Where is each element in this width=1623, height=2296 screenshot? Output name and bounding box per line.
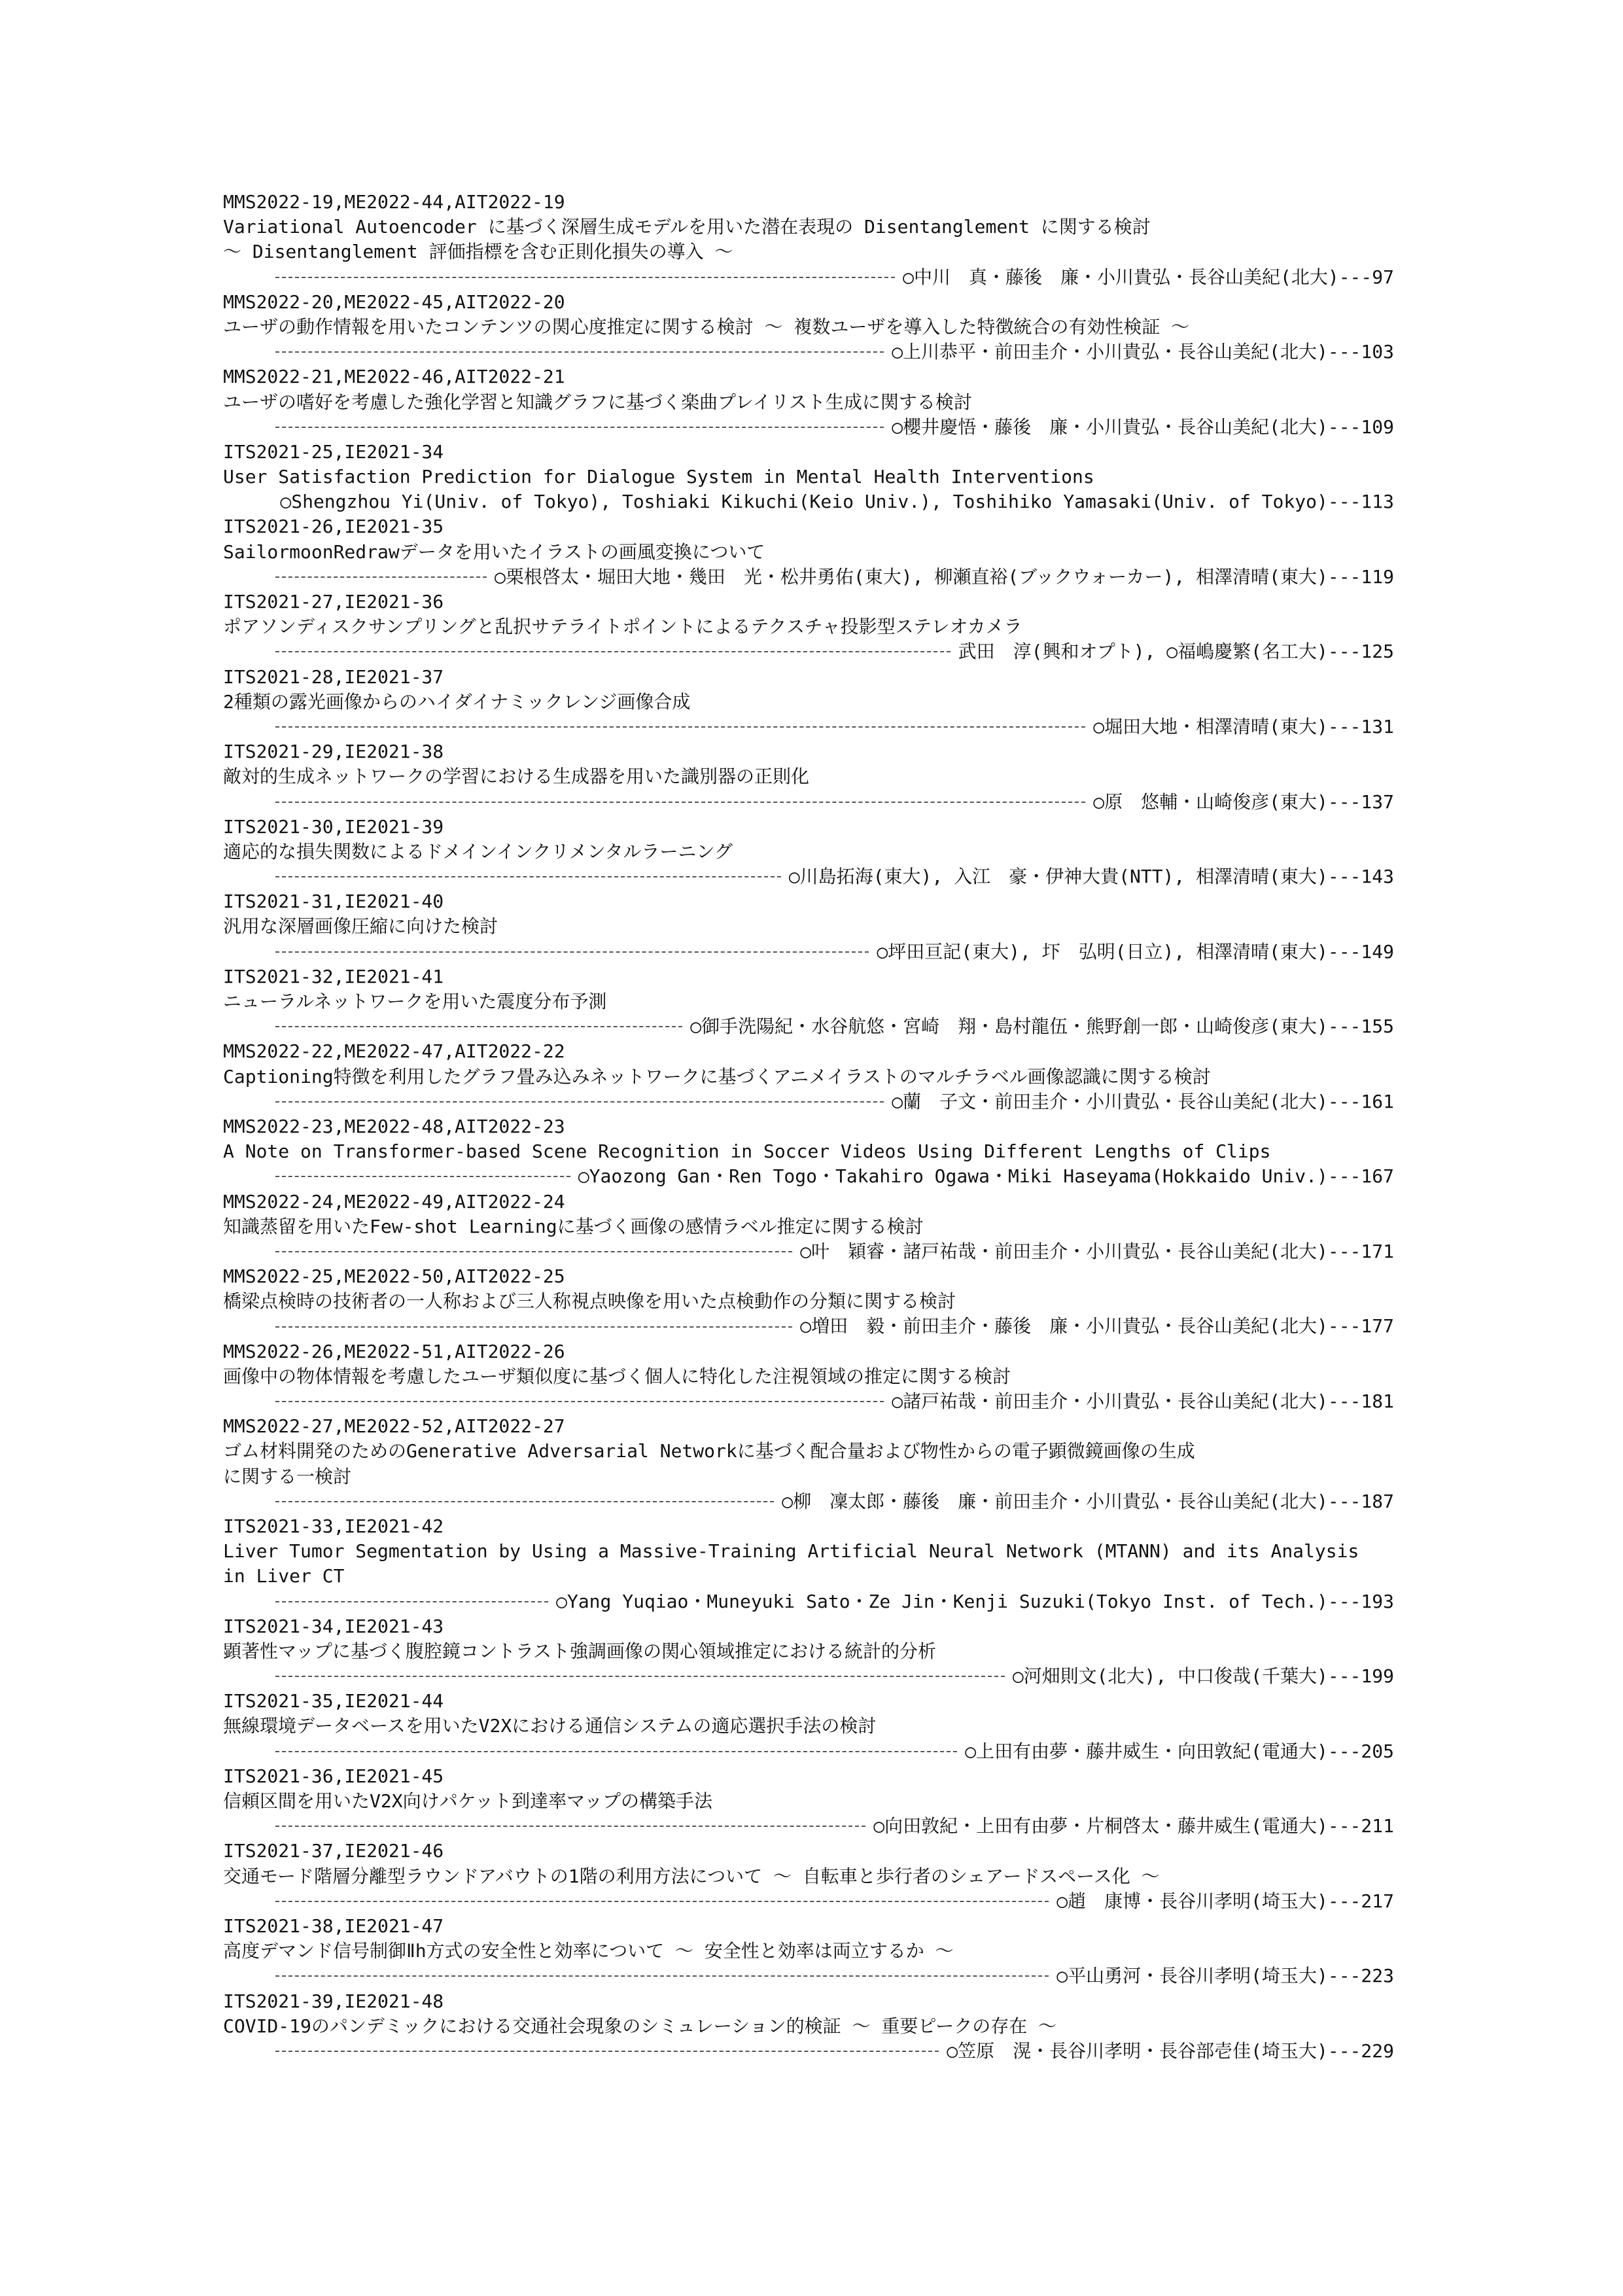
paper-authors: ○上田有由夢・藤井威生・向田敦紀(電通大) <box>965 1740 1328 1762</box>
dotted-leader <box>275 427 884 428</box>
table-of-contents <box>223 190 1394 2064</box>
paper-authors: ○川島拓海(東大), 入江 豪・伊神大貴(NTT), 相澤清晴(東大) <box>788 866 1328 888</box>
authors-line <box>223 1089 1394 1114</box>
authors-line <box>223 340 1394 364</box>
dotted-leader <box>275 726 1085 728</box>
paper-title: SailormoonRedrawデータを用いたイラストの画風変換について <box>223 540 765 563</box>
dotted-leader <box>275 876 781 877</box>
toc-entry <box>223 1039 1394 1114</box>
dotted-leader <box>275 1101 884 1103</box>
page-separator: --- <box>1327 1315 1361 1337</box>
paper-title: 交通モード階層分離型ラウンドアバウトの1階の利用方法について 〜 自転車と歩行者のシェアードスペース化 〜 <box>223 1865 1160 1887</box>
authors-line <box>223 1014 1394 1039</box>
authors-line <box>223 864 1394 889</box>
page-separator: --- <box>1327 1390 1361 1412</box>
page-number: 199 <box>1361 1665 1394 1687</box>
toc-entry <box>223 1414 1394 1514</box>
page-number: 109 <box>1361 415 1394 438</box>
authors-line <box>223 1164 1394 1189</box>
dotted-leader <box>275 951 869 953</box>
page-separator: --- <box>1327 866 1361 888</box>
paper-ids: ITS2021-35,IE2021-44 <box>223 1690 444 1712</box>
paper-title: ニューラルネットワークを用いた震度分布予測 <box>223 991 607 1012</box>
paper-title: Variational Autoencoder に基づく深層生成モデルを用いた潜在表現の Disentanglement に関する検討 <box>223 216 1151 238</box>
page-separator: --- <box>1327 1165 1361 1188</box>
paper-title: ポアソンディスクサンプリングと乱択サテライトポイントによるテクスチャ投影型ステレオカメラ <box>223 616 1022 638</box>
toc-entry <box>223 1514 1394 1614</box>
page-number: 119 <box>1361 565 1394 588</box>
authors-line <box>223 2039 1394 2064</box>
dotted-leader <box>275 1026 682 1027</box>
dotted-leader <box>275 1676 1005 1677</box>
toc-entry <box>223 514 1394 590</box>
page-separator: --- <box>1327 940 1361 963</box>
paper-ids: ITS2021-25,IE2021-34 <box>223 440 444 463</box>
paper-authors: ○河畑則文(北大), 中口俊哉(千葉大) <box>1012 1665 1328 1687</box>
page-separator: --- <box>1327 1740 1361 1762</box>
paper-ids: MMS2022-26,ME2022-51,AIT2022-26 <box>223 1340 565 1362</box>
toc-entry <box>223 290 1394 365</box>
paper-title: Liver Tumor Segmentation by Using a Massive-Training Artificial Neural Network (MTANN) and its Analysis <box>223 1540 1359 1563</box>
page-number: 211 <box>1361 1815 1394 1837</box>
page-number: 187 <box>1361 1490 1394 1512</box>
authors-line <box>223 265 1394 290</box>
toc-entry <box>223 1989 1394 2064</box>
paper-title: COVID-19のパンデミックにおける交通社会現象のシミュレーション的検証 〜 重要ピークの存在 〜 <box>223 2015 1057 2037</box>
page-separator: --- <box>1327 1890 1361 1912</box>
authors-line <box>223 1739 1394 1764</box>
page-number: 103 <box>1361 341 1394 363</box>
page-number: 113 <box>1361 491 1394 513</box>
page-separator: --- <box>1327 491 1361 513</box>
page-separator: --- <box>1327 1590 1361 1612</box>
paper-title: 適応的な損失関数によるドメインインクリメンタルラーニング <box>223 840 733 862</box>
toc-entry <box>223 1114 1394 1190</box>
dotted-leader <box>275 1826 865 1827</box>
authors-line <box>223 1589 1394 1614</box>
paper-ids: MMS2022-21,ME2022-46,AIT2022-21 <box>223 366 565 388</box>
dotted-leader <box>275 1751 957 1752</box>
authors-line <box>223 715 1394 739</box>
paper-title: 汎用な深層画像圧縮に向けた検討 <box>223 915 498 938</box>
page-separator: --- <box>1327 1090 1361 1112</box>
paper-ids: ITS2021-27,IE2021-36 <box>223 591 444 612</box>
paper-ids: MMS2022-22,ME2022-47,AIT2022-22 <box>223 1040 565 1063</box>
page-separator: --- <box>1327 715 1361 737</box>
toc-entry <box>223 889 1394 964</box>
paper-authors: ○Yaozong Gan・Ren Togo・Takahiro Ogawa・Miki Haseyama(Hokkaido Univ.) <box>578 1165 1328 1188</box>
dotted-leader <box>275 1601 548 1602</box>
paper-authors: ○増田 毅・前田圭介・藤後 廉・小川貴弘・長谷山美紀(北大) <box>800 1315 1328 1337</box>
authors-line <box>223 1964 1394 1988</box>
paper-authors: 武田 淳(興和オプト), ○福嶋慶繁(名工大) <box>958 641 1328 663</box>
paper-title: 橋梁点検時の技術者の一人称および三人称視点映像を用いた点検動作の分類に関する検討 <box>223 1290 956 1313</box>
dotted-leader <box>275 1901 1049 1902</box>
dotted-leader <box>275 277 895 278</box>
paper-title: 信頼区間を用いたV2X向けパケット到達率マップの構築手法 <box>223 1790 713 1812</box>
paper-title: 画像中の物体情報を考慮したユーザ類似度に基づく個人に特化した注視領域の推定に関する検討 <box>223 1365 1011 1387</box>
toc-entry <box>223 1689 1394 1764</box>
paper-title: 〜 Disentanglement 評価指標を含む正則化損失の導入 〜 <box>223 241 733 263</box>
paper-authors: ○櫻井慶悟・藤後 廉・小川貴弘・長谷山美紀(北大) <box>892 415 1328 438</box>
toc-entry <box>223 665 1394 740</box>
paper-authors: ○叶 穎睿・諸戸祐哉・前田圭介・小川貴弘・長谷山美紀(北大) <box>800 1240 1328 1262</box>
paper-ids: ITS2021-28,IE2021-37 <box>223 665 444 688</box>
page-number: 229 <box>1361 2040 1394 2062</box>
page-number: 171 <box>1361 1240 1394 1262</box>
toc-entry <box>223 364 1394 440</box>
paper-authors: ○笠原 滉・長谷川孝明・長谷部壱佳(埼玉大) <box>947 2040 1328 2062</box>
page-separator: --- <box>1327 1016 1361 1038</box>
paper-authors: ○向田敦紀・上田有由夢・片桐啓太・藤井威生(電通大) <box>873 1815 1328 1837</box>
page-number: 137 <box>1361 790 1394 813</box>
paper-title: ユーザの嗜好を考慮した強化学習と知識グラフに基づく楽曲プレイリスト生成に関する検討 <box>223 391 972 413</box>
paper-ids: MMS2022-25,ME2022-50,AIT2022-25 <box>223 1265 565 1288</box>
paper-authors: ○栗根啓太・堀田大地・幾田 光・松井勇佑(東大), 柳瀬直裕(ブックウォーカー), 相澤清晴(東大) <box>495 565 1328 588</box>
paper-ids: ITS2021-30,IE2021-39 <box>223 815 444 838</box>
authors-line <box>223 1389 1394 1414</box>
paper-authors: ○坪田亘記(東大), 圷 弘明(日立), 相澤清晴(東大) <box>877 940 1328 963</box>
toc-entry <box>223 1764 1394 1839</box>
paper-authors: ○中川 真・藤後 廉・小川貴弘・長谷山美紀(北大) <box>903 266 1339 288</box>
paper-ids: MMS2022-19,ME2022-44,AIT2022-19 <box>223 191 565 213</box>
page-number: 167 <box>1361 1165 1394 1188</box>
paper-ids: ITS2021-37,IE2021-46 <box>223 1840 444 1862</box>
dotted-leader <box>275 351 884 353</box>
toc-entry <box>223 1190 1394 1265</box>
paper-title: 知識蒸留を用いたFew-shot Learningに基づく画像の感情ラベル推定に関する検討 <box>223 1215 924 1237</box>
toc-entry <box>223 1914 1394 1989</box>
authors-line <box>223 1889 1394 1914</box>
paper-ids: MMS2022-20,ME2022-45,AIT2022-20 <box>223 291 565 313</box>
paper-title: 敵対的生成ネットワークの学習における生成器を用いた識別器の正則化 <box>223 766 810 788</box>
authors-line <box>223 565 1394 590</box>
paper-authors: ○柳 凜太郎・藤後 廉・前田圭介・小川貴弘・長谷山美紀(北大) <box>782 1490 1328 1512</box>
page-separator: --- <box>1327 1240 1361 1262</box>
dotted-leader <box>275 2051 939 2052</box>
dotted-leader <box>275 802 1085 803</box>
page-number: 193 <box>1361 1590 1394 1612</box>
paper-title: 顕著性マップに基づく腹腔鏡コントラスト強調画像の関心領域推定における統計的分析 <box>223 1640 937 1662</box>
page-number: 223 <box>1361 1965 1394 1987</box>
paper-title: 高度デマンド信号制御Ⅱh方式の安全性と効率について 〜 安全性と効率は両立するか 〜 <box>223 1940 954 1962</box>
paper-authors: ○趙 康博・長谷川孝明(埼玉大) <box>1056 1890 1328 1912</box>
authors-line <box>223 489 1394 514</box>
paper-authors: ○Shengzhou Yi(Univ. of Tokyo), Toshiaki Kikuchi(Keio Univ.), Toshihiko Yamasaki(Univ. of Tokyo) <box>280 491 1328 513</box>
paper-title: ゴム材料開発のためのGenerative Adversarial Networkに基づく配合量および物性からの電子顕微鏡画像の生成 <box>223 1440 1195 1462</box>
authors-line <box>223 790 1394 815</box>
page-number: 97 <box>1372 266 1394 288</box>
authors-line <box>223 1239 1394 1264</box>
toc-entry <box>223 739 1394 815</box>
authors-line <box>223 639 1394 664</box>
toc-entry <box>223 815 1394 890</box>
paper-title: ユーザの動作情報を用いたコンテンツの関心度推定に関する検討 〜 複数ユーザを導入した特徴統合の有効性検証 〜 <box>223 315 1190 338</box>
paper-title: Captioning特徴を利用したグラフ畳み込みネットワークに基づくアニメイラストのマルチラベル画像認識に関する検討 <box>223 1065 1211 1087</box>
paper-authors: ○Yang Yuqiao・Muneyuki Sato・Ze Jin・Kenji Suzuki(Tokyo Inst. of Tech.) <box>556 1590 1328 1612</box>
authors-line <box>223 1489 1394 1514</box>
paper-title: User Satisfaction Prediction for Dialogue System in Mental Health Interventions <box>223 466 1094 488</box>
dotted-leader <box>275 1501 774 1502</box>
toc-entry <box>223 1839 1394 1914</box>
dotted-leader <box>275 576 487 578</box>
paper-title: 2種類の露光画像からのハイダイナミックレンジ画像合成 <box>223 690 691 713</box>
paper-ids: ITS2021-33,IE2021-42 <box>223 1515 444 1537</box>
page-separator: --- <box>1327 2040 1361 2062</box>
paper-authors: ○堀田大地・相澤清晴(東大) <box>1093 715 1328 737</box>
dotted-leader <box>275 1401 884 1402</box>
paper-title: 無線環境データベースを用いたV2Xにおける通信システムの適応選択手法の検討 <box>223 1715 877 1737</box>
paper-authors: ○平山勇河・長谷川孝明(埼玉大) <box>1056 1965 1328 1987</box>
authors-line <box>223 940 1394 964</box>
paper-authors: ○原 悠輔・山崎俊彦(東大) <box>1093 790 1328 813</box>
page-separator: --- <box>1327 565 1361 588</box>
dotted-leader <box>275 651 951 652</box>
page-number: 205 <box>1361 1740 1394 1762</box>
paper-ids: MMS2022-27,ME2022-52,AIT2022-27 <box>223 1415 565 1438</box>
toc-entry <box>223 590 1394 665</box>
page-number: 177 <box>1361 1315 1394 1337</box>
paper-authors: ○御手洗陽紀・水谷航悠・宮崎 翔・島村龍伍・熊野創一郎・山崎俊彦(東大) <box>690 1016 1328 1038</box>
toc-entry <box>223 964 1394 1040</box>
authors-line <box>223 415 1394 440</box>
authors-line <box>223 1664 1394 1689</box>
paper-authors: ○上川恭平・前田圭介・小川貴弘・長谷山美紀(北大) <box>892 341 1328 363</box>
paper-ids: MMS2022-23,ME2022-48,AIT2022-23 <box>223 1115 565 1137</box>
dotted-leader <box>275 1251 792 1252</box>
paper-ids: ITS2021-32,IE2021-41 <box>223 965 444 987</box>
authors-line <box>223 1814 1394 1839</box>
page-separator: --- <box>1327 1815 1361 1837</box>
paper-authors: ○諸戸祐哉・前田圭介・小川貴弘・長谷山美紀(北大) <box>892 1390 1328 1412</box>
dotted-leader <box>275 1326 792 1328</box>
paper-ids: ITS2021-29,IE2021-38 <box>223 741 444 763</box>
paper-ids: ITS2021-34,IE2021-43 <box>223 1615 444 1637</box>
page-separator: --- <box>1338 266 1372 288</box>
page-number: 217 <box>1361 1890 1394 1912</box>
paper-ids: ITS2021-31,IE2021-40 <box>223 891 444 913</box>
paper-authors: ○蘭 子文・前田圭介・小川貴弘・長谷山美紀(北大) <box>892 1090 1328 1112</box>
page-number: 161 <box>1361 1090 1394 1112</box>
paper-ids: ITS2021-26,IE2021-35 <box>223 516 444 538</box>
page-number: 155 <box>1361 1016 1394 1038</box>
page-separator: --- <box>1327 1490 1361 1512</box>
paper-ids: MMS2022-24,ME2022-49,AIT2022-24 <box>223 1190 565 1212</box>
paper-ids: ITS2021-36,IE2021-45 <box>223 1765 444 1787</box>
page-number: 149 <box>1361 940 1394 963</box>
paper-title: A Note on Transformer-based Scene Recognition in Soccer Videos Using Different Lengths of Clips <box>223 1140 1271 1163</box>
page-number: 181 <box>1361 1390 1394 1412</box>
page-number: 143 <box>1361 866 1394 888</box>
page-separator: --- <box>1327 641 1361 663</box>
page-number: 131 <box>1361 715 1394 737</box>
paper-ids: ITS2021-39,IE2021-48 <box>223 1990 444 2012</box>
authors-line <box>223 1314 1394 1339</box>
page-separator: --- <box>1327 1965 1361 1987</box>
dotted-leader <box>275 1975 1049 1977</box>
toc-entry <box>223 1264 1394 1339</box>
paper-ids: ITS2021-38,IE2021-47 <box>223 1915 444 1937</box>
toc-entry <box>223 440 1394 515</box>
page-separator: --- <box>1327 341 1361 363</box>
page-separator: --- <box>1327 1665 1361 1687</box>
toc-entry <box>223 190 1394 290</box>
page-number: 125 <box>1361 641 1394 663</box>
dotted-leader <box>275 1176 570 1177</box>
toc-entry <box>223 1339 1394 1415</box>
paper-title: in Liver CT <box>223 1565 345 1587</box>
page-separator: --- <box>1327 790 1361 813</box>
toc-entry <box>223 1614 1394 1689</box>
paper-title: に関する一検討 <box>223 1465 352 1487</box>
page-separator: --- <box>1327 415 1361 438</box>
